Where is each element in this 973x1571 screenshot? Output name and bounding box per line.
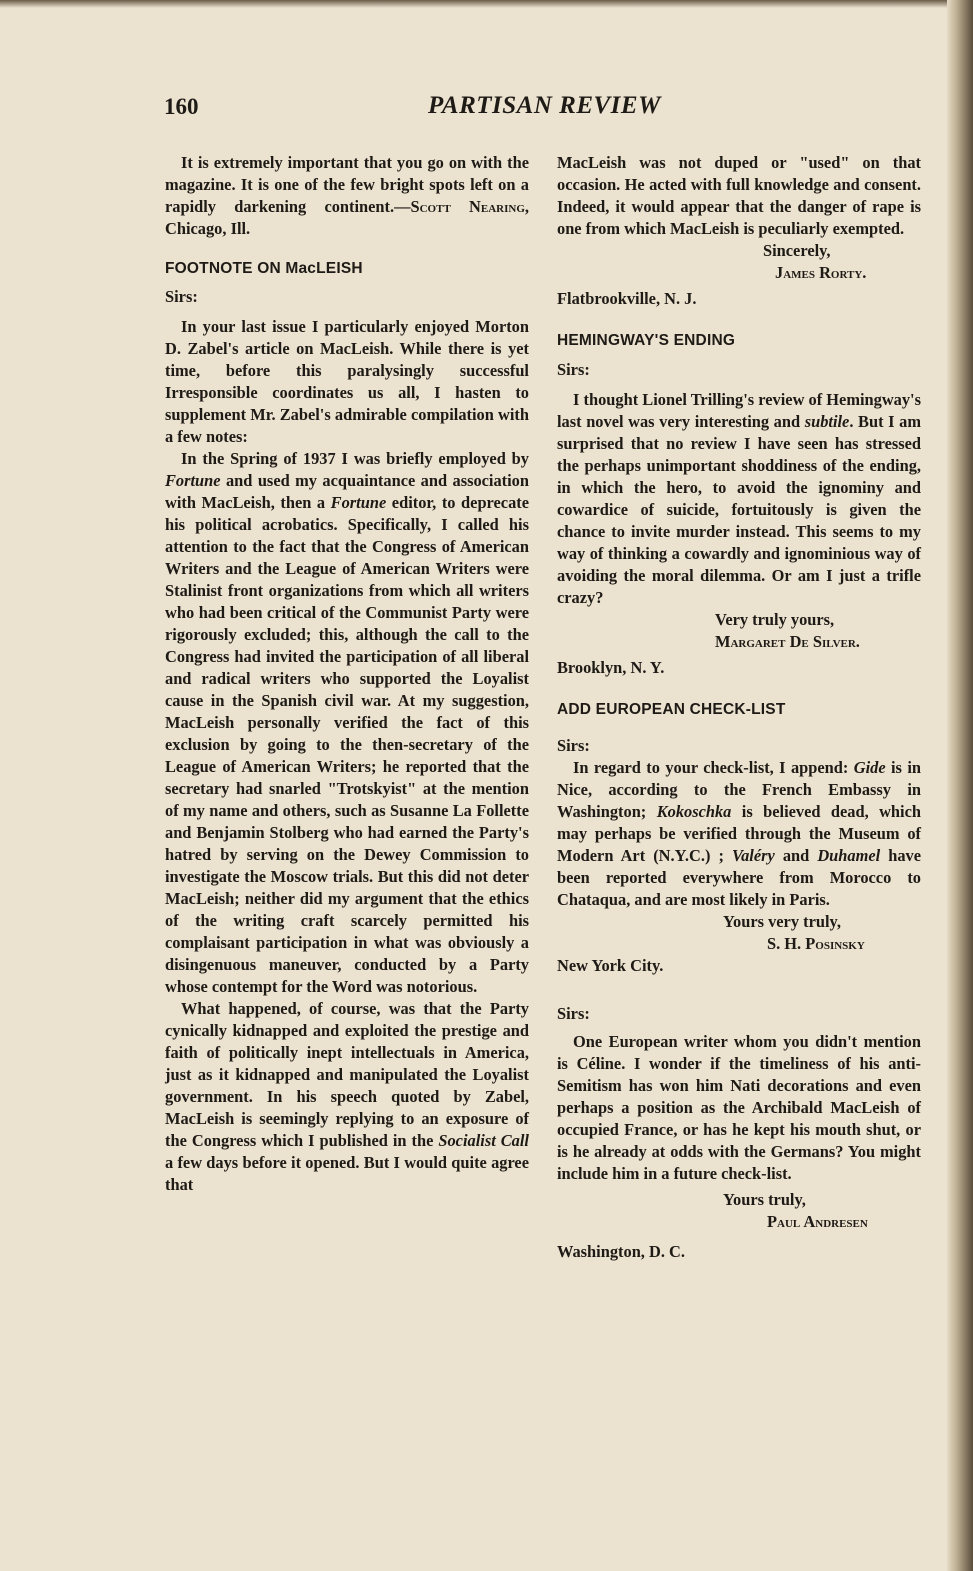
- italic-title: Socialist Call: [438, 1131, 529, 1150]
- page-number: 160: [164, 94, 199, 119]
- section-heading-check-list: ADD EUROPEAN CHECK-LIST: [557, 701, 786, 718]
- signature-desilver: Margaret De Silver.: [715, 632, 860, 651]
- text-run: and used my acquaintance and association with MacLeish, then a: [165, 471, 529, 512]
- text-run: I thought Lionel Trilling's review of Hemingway's last novel was very interesting and: [557, 390, 921, 431]
- paragraph-posinsky: [557, 757, 921, 911]
- italic-name: Duhamel: [817, 846, 881, 865]
- place-desilver: Brooklyn, N. Y.: [557, 658, 665, 677]
- italic-title: Fortune: [330, 493, 387, 512]
- signature-posinsky: S. H. Posinsky: [767, 934, 865, 953]
- text-run: In regard to your check-list, I append:: [573, 758, 854, 777]
- signature-andresen: Paul Andresen: [767, 1212, 868, 1231]
- text-run: is in Nice, according to the French Embassy in Washington;: [557, 758, 921, 821]
- italic-name: Valéry: [731, 846, 775, 865]
- text-run: is believed dead, which may perhaps be verified through the Museum of Modern Art (N.Y.C.) ;: [557, 802, 921, 865]
- signature-rorty: James Rorty.: [775, 263, 867, 282]
- left-column: [165, 152, 529, 1196]
- paragraph-desilver: [557, 389, 921, 609]
- salutation: Sirs:: [557, 736, 590, 755]
- italic-word: subtile: [804, 412, 850, 431]
- italic-title: Fortune: [165, 471, 221, 490]
- page-top-edge: [0, 0, 973, 8]
- paragraph-rorty-4: MacLeish was not duped or "used" on that occasion. He acted with full knowledge and consent. Indeed, it would appear that the danger of rape is one from which MacLeish is peculiarly exempted.: [557, 153, 921, 238]
- letter-nearing-text: It is extremely important that you go on with the magazine. It is one of the few bright spots left on a rapidly darkening continent.—: [165, 153, 529, 216]
- place-posinsky: New York City.: [557, 956, 664, 975]
- paragraph-rorty-3: [165, 998, 529, 1196]
- paragraph-rorty-2: [165, 448, 529, 998]
- italic-name: Kokoschka: [656, 802, 732, 821]
- place-nearing: , Chicago, Ill.: [165, 197, 529, 238]
- text-run: a few days before it opened. But I would quite agree that: [165, 1153, 529, 1194]
- text-run: have been reported everywhere from Morocco to Chataqua, and are most likely in Paris.: [557, 846, 921, 909]
- closing: Yours truly,: [723, 1190, 806, 1209]
- salutation: Sirs:: [557, 1004, 590, 1023]
- letter-nearing: [165, 152, 529, 240]
- section-heading-footnote: FOOTNOTE ON MacLEISH: [165, 260, 363, 277]
- text-run: editor, to deprecate his political acrobatics. Specifically, I called his attention to the fact that the Congress of American Writers and the League of American Writers were Stalinist front organizations from which all writers who had been critical of the Communist Party were rigorously excluded; this, although the call to the Congress had invited the participation of all liberal and radical writers who supported the Loyalist cause in the Spanish civil war. At my suggestion, MacLeish personally verified the fact of this exclusion by going to the then-secretary of the League of American Writers; he reported that the secretary had snarled "Trotskyist" at the mention of my name and others, such as Susanne La Follette and Benjamin Stolberg who had earned the Party's hatred by serving on the Dewey Commission to investigate the Moscow trials. But this did not deter MacLeish; neither did my argument that the ethics of the writing craft scarcely permitted his complaisant participation in what was obviously a disingenuous maneuver, conducted by a Party whose contempt for the Word was notorious.: [165, 493, 530, 996]
- closing: Yours very truly,: [723, 912, 841, 931]
- paragraph-andresen: One European writer whom you didn't mention is Céline. I wonder if the timeliness of his anti-Semitism has won him Nati decorations and even perhaps a position as the Archibald MacLeish of occupied France, or has he kept his mouth shut, or is he already at odds with the Germans? You might include him in a future check-list.: [557, 1032, 921, 1183]
- italic-name: Gide: [853, 758, 886, 777]
- salutation: Sirs:: [557, 360, 590, 379]
- salutation: Sirs:: [165, 287, 198, 306]
- paragraph-rorty-1: In your last issue I particularly enjoyed Morton D. Zabel's article on MacLeish. While there is yet time, before this paralysingly successful Irresponsible coordinates us all, I hasten to supplement Mr. Zabel's admirable compilation with a few notes:: [165, 317, 529, 446]
- author-nearing: Scott Nearing: [410, 197, 525, 216]
- section-heading-hemingway: HEMINGWAY'S ENDING: [557, 332, 736, 349]
- place-andresen: Washington, D. C.: [557, 1242, 685, 1261]
- closing: Sincerely,: [763, 241, 831, 260]
- running-title: PARTISAN REVIEW: [428, 92, 661, 119]
- text-run: In the Spring of 1937 I was briefly employed by: [181, 449, 529, 468]
- page-binding-edge: [947, 0, 973, 1571]
- text-run: . But I am surprised that no review I have seen has stressed the perhaps unimportant shoddiness of the ending, in which the hero, to avoid the ignominy and cowardice of suicide, fortuitously is given the chance to invite murder instead. This seems to my way of thinking a cowardly and ignominious way of avoiding the moral dilemma. Or am I just a trifle crazy?: [557, 412, 921, 607]
- place-rorty: Flatbrookville, N. J.: [557, 289, 697, 308]
- right-column: [557, 152, 921, 1263]
- closing: Very truly yours,: [715, 610, 835, 629]
- text-run: What happened, of course, was that the Party cynically kidnapped and exploited the prestige and faith of politically inept intellectuals in America, just as it kidnapped and manipulated the Loyalist government. In his speech quoted by Zabel, MacLeish is seemingly replying to an exposure of the Congress which I published in the: [165, 999, 529, 1150]
- text-run: and: [774, 846, 818, 865]
